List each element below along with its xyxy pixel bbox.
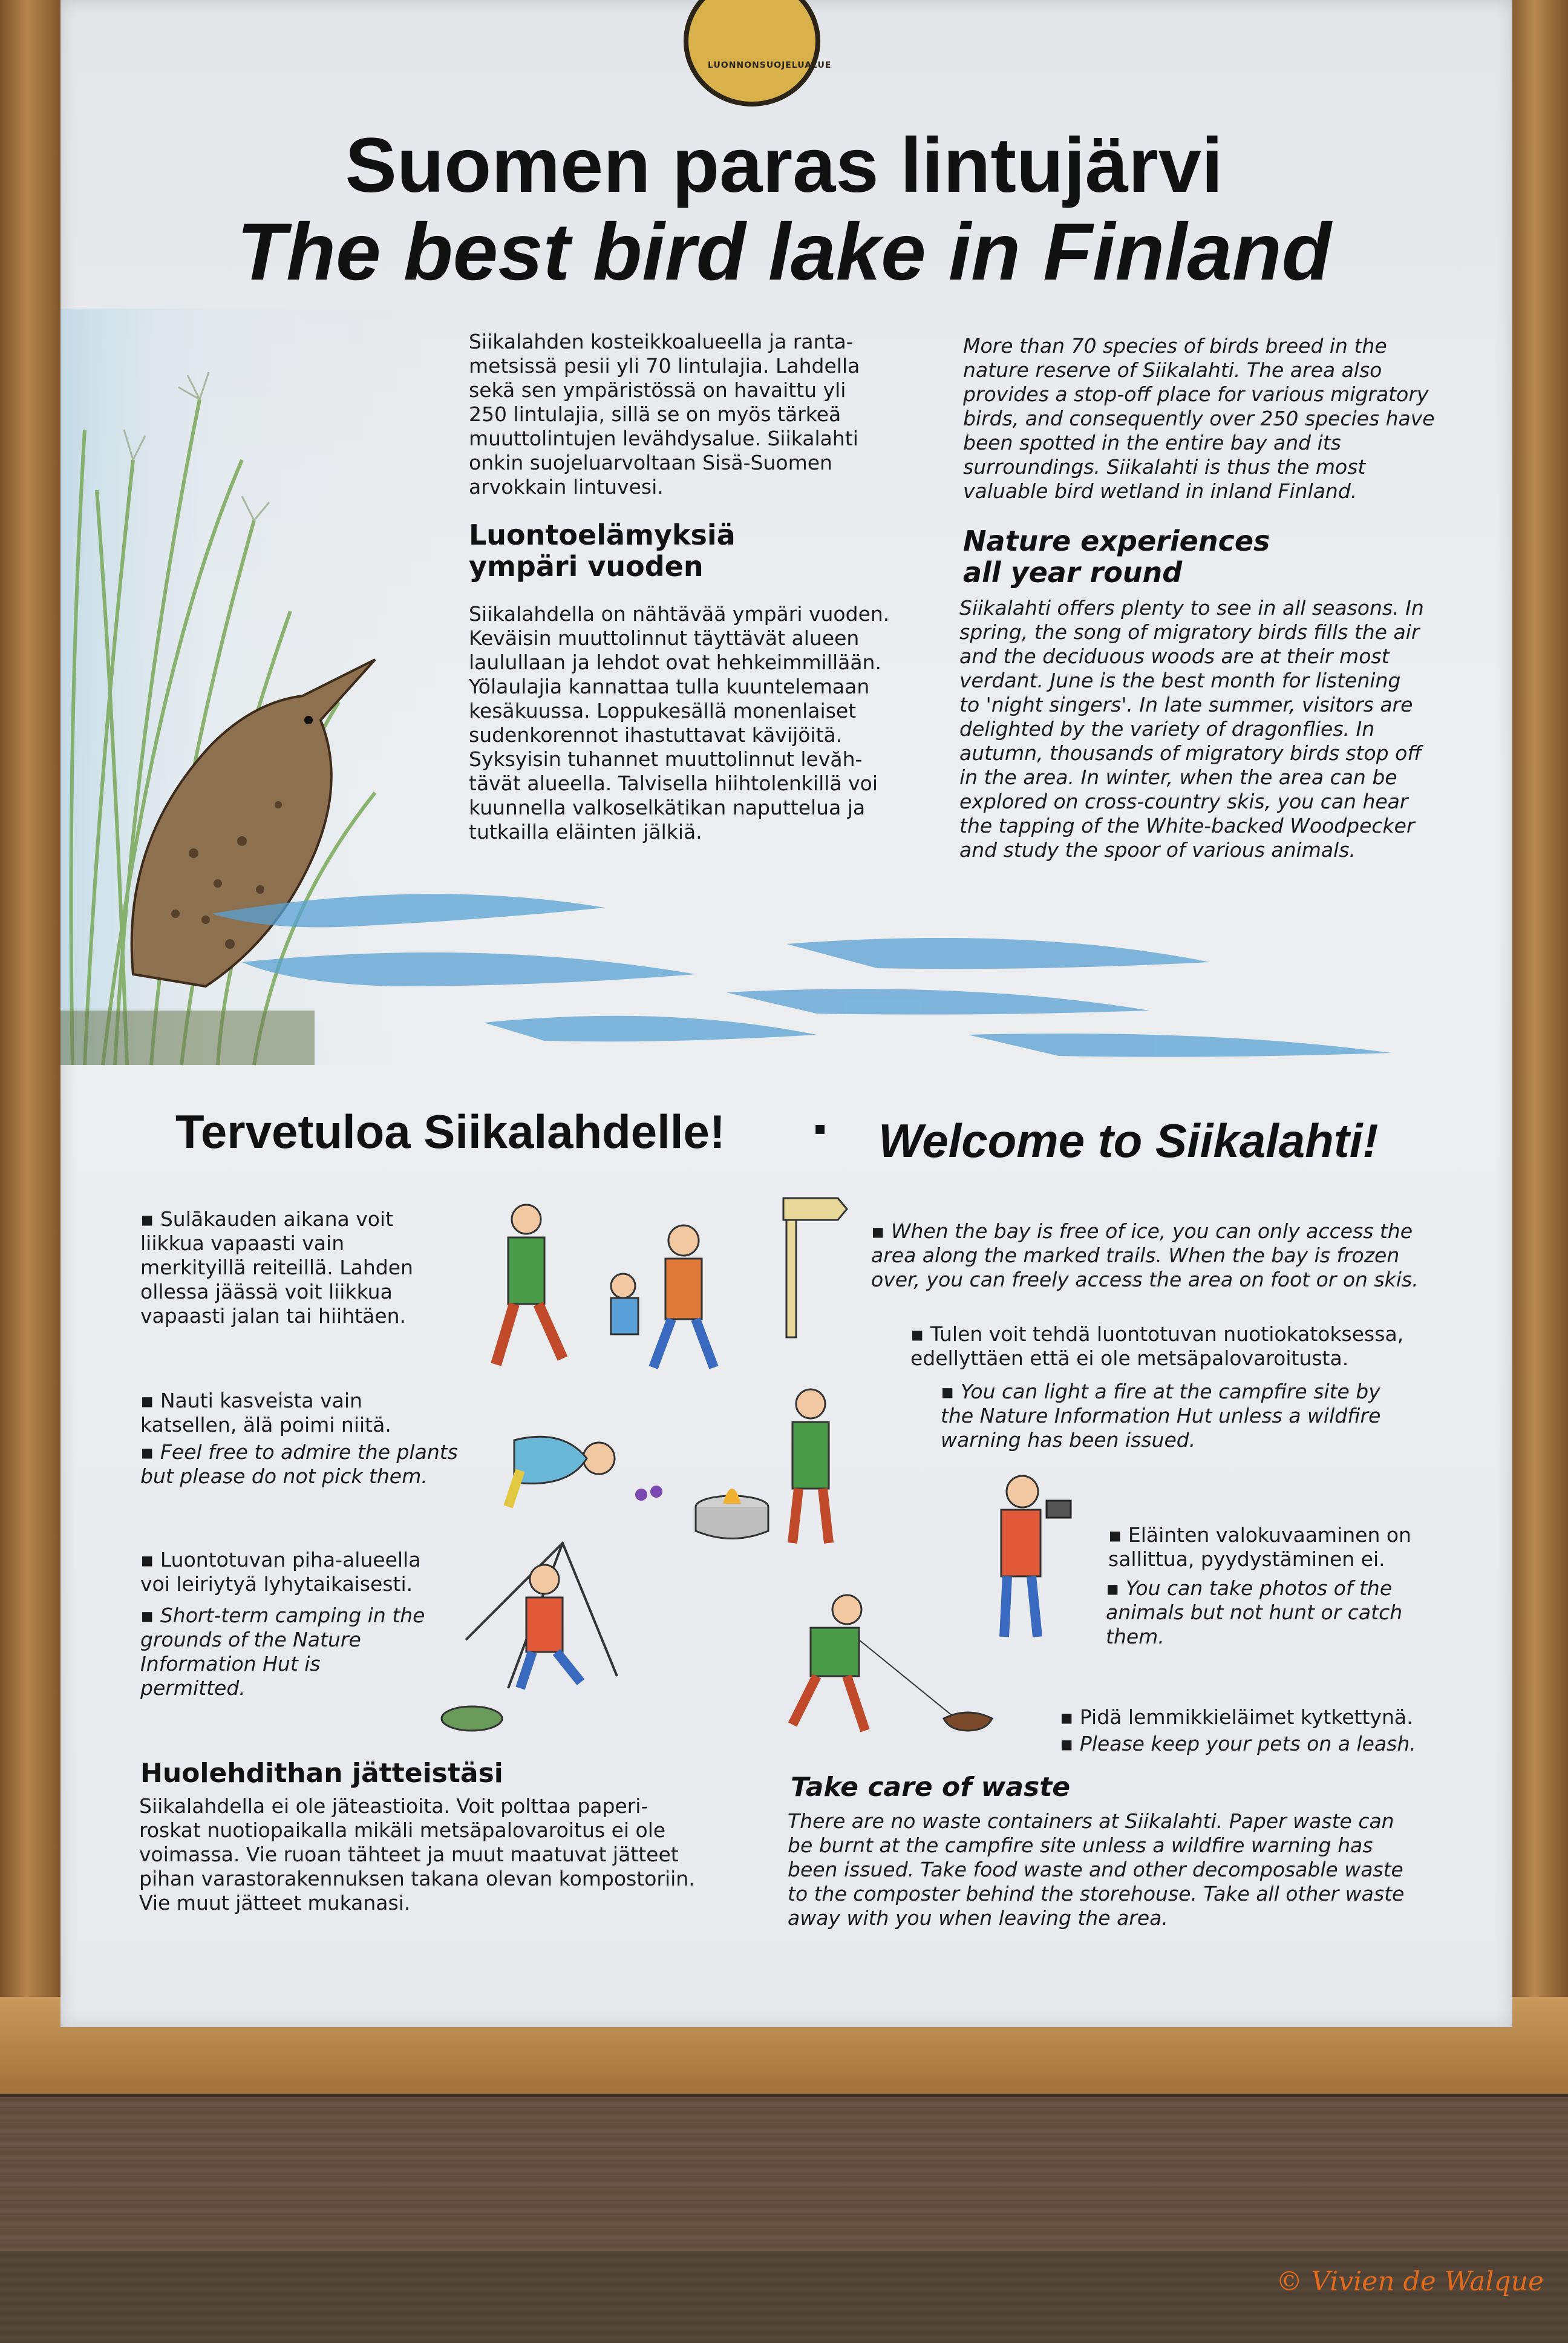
wooden-frame-left [0, 0, 67, 2106]
rule-plants-english: ▪ Feel free to admire the plants but please do not pick them. [140, 1440, 458, 1488]
welcome-finnish: Tervetuloa Siikalahdelle! [175, 1105, 725, 1158]
nature-english: Siikalahti offers plenty to see in all seasons. In spring, the song of migratory birds fills the air and the deciduous woods are at their most verdant. June is the best month for listening to 'night singers'. In late summer, visitors are delighted by the variety of dragonflies. In autumn, thousands of migratory birds stop off in the area. In winter, when the area can be explored on cross-country skis, you can hear the tapping of the White-backed Woodpecker and study the spoor of various animals. [959, 596, 1424, 862]
wooden-beam [0, 2094, 1568, 2255]
child-looking-at-plants-drawing [508, 1437, 662, 1507]
welcome-english: Welcome to Siikalahti! [878, 1114, 1379, 1167]
rule-pets-english: ▪ Please keep your pets on a leash. [1060, 1732, 1416, 1755]
waste-heading-finnish: Huolehdithan jätteistäsi [140, 1758, 503, 1789]
title-english: The best bird lake in Finland [237, 207, 1331, 297]
rule-trails-english: ▪ When the bay is free of ice, you can only access the area along the marked trails. When the bay is frozen over, you can freely access the area on foot or on skis. [871, 1219, 1419, 1291]
rule-photo-finnish: ▪ Eläinten valokuvaaminen on sallittua, pyydystäminen ei. [1108, 1523, 1411, 1571]
rule-trails-finnish: ▪ Sulākauden aikana voit liikkua vapaasti vain merkityillä reiteillä. Lahden ollessa jäässä voit liikkua vapaasti jalan tai hiihtäen. [140, 1207, 413, 1328]
camper-tent-drawing [442, 1543, 617, 1731]
wooden-floor [0, 2251, 1568, 2343]
rule-fire-english: ▪ You can light a fire at the campfire site by the Nature Information Hut unless a wildfire warning has been issued. [941, 1380, 1381, 1452]
rule-plants-finnish: ▪ Nauti kasveista vain katsellen, älä poimi niitä. [140, 1389, 391, 1437]
intro-english: More than 70 species of birds breed in the nature reserve of Siikalahti. The area also provides a stop-off place for various migratory birds, and consequently over 250 species have been spotted in the entire bay and its surroundings. Siikalahti is thus the most valuable bird wetland in inland Finland. [963, 334, 1435, 503]
waste-finnish: Siikalahdella ei ole jäteastioita. Voit polttaa paperi- roskat nuotiopaikalla mikäli metsäpalovaroitus ei ole voimassa. Vie ruoan tähteet ja muut maatuvat jätteet pihan varastorakennuksen takana olevan kompostoriin. Vie muut jätteet mukanasi. [139, 1794, 695, 1915]
rules-illustrations [423, 1186, 1089, 1761]
photographer-drawing [1001, 1476, 1071, 1637]
title-finnish: Suomen paras lintujärvi [345, 122, 1223, 209]
nature-heading-english: Nature experiences all year round [963, 525, 1270, 589]
rule-photo-english: ▪ You can take photos of the animals but not hunt or catch them. [1106, 1576, 1403, 1648]
dog-walker-drawing [792, 1595, 992, 1731]
nature-heading-finnish: Luontoelämyksiä ympäri vuoden [469, 519, 736, 583]
rule-pets-finnish: ▪ Pidä lemmikkieläimet kytkettynä. [1060, 1705, 1413, 1729]
photo-credit: © Vivien de Walque [1276, 2266, 1544, 2297]
rule-camping-finnish: ▪ Luontotuvan piha-alueella voi leiriytyä lyhytaikaisesti. [140, 1548, 421, 1596]
welcome-separator: ▪ [814, 1108, 827, 1149]
nature-finnish: Siikalahdella on nähtävää ympäri vuoden. Keväisin muuttolinnut täyttävät alueen laulullaan ja lehdot ovat hehkeimmillään. Yölaulajia kannattaa tulla kuuntelemaan kesäkuussa. Loppukesällä monenlaiset sudenkorennot ihastuttavat kävijöitä. Syksyisin tuhannet muuttolinnut levăh- tävät alueella. Talvisella hiihtolenkillä voi kuunnella valkoselkätikan naputtelua ja tutkailla eläinten jälkiä. [469, 602, 890, 844]
campfire-drawing [696, 1389, 829, 1543]
hikers-signpost-drawing [496, 1198, 847, 1368]
rule-camping-english: ▪ Short-term camping in the grounds of the Nature Information Hut is permitted. [140, 1604, 425, 1700]
emblem-text: LUONNONSUOJELUALUE [708, 61, 832, 70]
intro-finnish: Siikalahden kosteikkoalueella ja ranta- metsissä pesii yli 70 lintulajia. Lahdella sekä sen ympäristössä on havaittu yli 250 lintulajia, sillä se on myös tärkeä muuttolintujen levähdysalue. Siikalahti onkin suojeluarvoltaan Sisä-Suomen arvokkain lintuvesi. [469, 330, 860, 499]
waste-heading-english: Take care of waste [791, 1772, 1071, 1803]
rule-fire-finnish: ▪ Tulen voit tehdä luontotuvan nuotiokatoksessa, edellyttäen että ei ole metsäpalovaroitusta. [910, 1322, 1404, 1370]
waste-english: There are no waste containers at Siikalahti. Paper waste can be burnt at the campfire site unless a wildfire warning has been issued. Take food waste and other decomposable waste to the composter behind the storehouse. Take all other waste away with you when leaving the area. [788, 1809, 1405, 1930]
